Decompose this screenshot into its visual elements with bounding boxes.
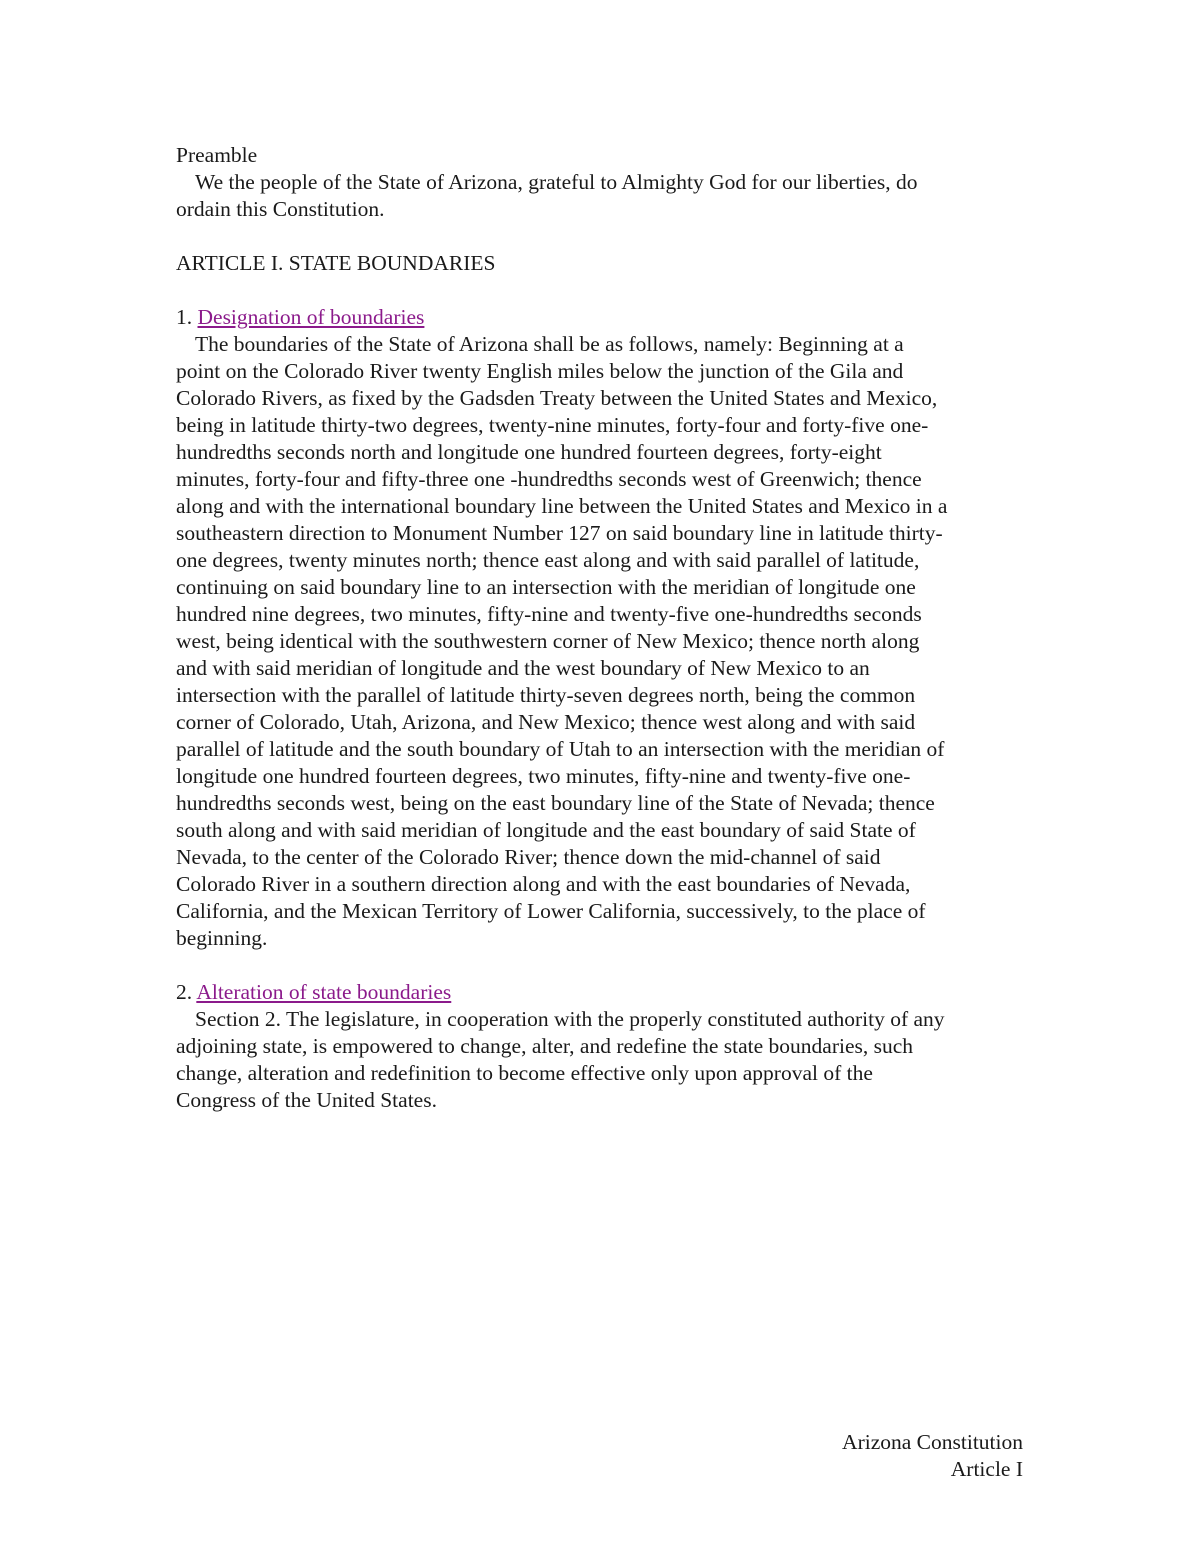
article-title: ARTICLE I. STATE BOUNDARIES [176, 251, 496, 275]
section-text-line: west, being identical with the southwestern corner of New Mexico; thence north along [176, 629, 920, 653]
section-text-line: longitude one hundred fourteen degrees, two minutes, fifty-nine and twenty-five one- [176, 764, 911, 788]
section-text-line: point on the Colorado River twenty English miles below the junction of the Gila and [176, 359, 904, 383]
section-text-line: Colorado River in a southern direction along and with the east boundaries of Nevada, [176, 872, 911, 896]
section-number: 2. [176, 980, 193, 1004]
section-text-line: hundred nine degrees, two minutes, fifty-nine and twenty-five one-hundredths seconds [176, 602, 922, 626]
section-text-line: hundredths seconds north and longitude one hundred fourteen degrees, forty-eight [176, 440, 882, 464]
preamble-heading: Preamble [176, 143, 258, 167]
document-body [176, 142, 1026, 1114]
section-2-heading [176, 979, 1026, 1006]
section-text-line: adjoining state, is empowered to change, alter, and redefine the state boundaries, such [176, 1034, 914, 1058]
section-link-designation-of-boundaries[interactable]: Designation of boundaries [197, 305, 425, 329]
section-text-line: beginning. [176, 926, 268, 950]
section-text-line: change, alteration and redefinition to become effective only upon approval of the [176, 1061, 873, 1085]
spacer [176, 223, 1026, 250]
section-text-line: Congress of the United States. [176, 1088, 437, 1112]
section-text-line: one degrees, twenty minutes north; thence east along and with said parallel of latitude, [176, 548, 920, 572]
section-text-line: Colorado Rivers, as fixed by the Gadsden Treaty between the United States and Mexico, [176, 386, 938, 410]
section-text-line: Section 2. The legislature, in cooperation with the properly constituted authority of any [195, 1007, 945, 1031]
section-text-line: Nevada, to the center of the Colorado River; thence down the mid-channel of said [176, 845, 881, 869]
section-1-heading [176, 304, 1026, 331]
section-text-line: south along and with said meridian of longitude and the east boundary of said State of [176, 818, 916, 842]
preamble-text-line: We the people of the State of Arizona, grateful to Almighty God for our liberties, do [195, 170, 918, 194]
section-text-line: along and with the international boundary line between the United States and Mexico in a [176, 494, 948, 518]
spacer [176, 277, 1026, 304]
footer-article: Article I [950, 1457, 1023, 1481]
section-text-line: being in latitude thirty-two degrees, twenty-nine minutes, forty-four and forty-five one- [176, 413, 929, 437]
section-link-alteration-of-state-boundaries[interactable]: Alteration of state boundaries [196, 980, 452, 1004]
section-text-line: California, and the Mexican Territory of Lower California, successively, to the place of [176, 899, 926, 923]
section-text-line: parallel of latitude and the south boundary of Utah to an intersection with the meridian of [176, 737, 945, 761]
section-text-line: corner of Colorado, Utah, Arizona, and New Mexico; thence west along and with said [176, 710, 916, 734]
footer-title: Arizona Constitution [842, 1430, 1023, 1454]
section-text-line: continuing on said boundary line to an intersection with the meridian of longitude one [176, 575, 916, 599]
section-text-line: minutes, forty-four and fifty-three one -hundredths seconds west of Greenwich; thence [176, 467, 922, 491]
section-number: 1. [176, 305, 193, 329]
section-text-line: and with said meridian of longitude and the west boundary of New Mexico to an [176, 656, 870, 680]
page-footer [842, 1429, 1023, 1483]
section-text-line: hundredths seconds west, being on the east boundary line of the State of Nevada; thence [176, 791, 935, 815]
section-text-line: The boundaries of the State of Arizona shall be as follows, namely: Beginning at a [195, 332, 904, 356]
section-text-line: southeastern direction to Monument Number 127 on said boundary line in latitude thirty- [176, 521, 943, 545]
spacer [176, 952, 1026, 979]
preamble-text-line: ordain this Constitution. [176, 197, 385, 221]
section-text-line: intersection with the parallel of latitude thirty-seven degrees north, being the common [176, 683, 916, 707]
